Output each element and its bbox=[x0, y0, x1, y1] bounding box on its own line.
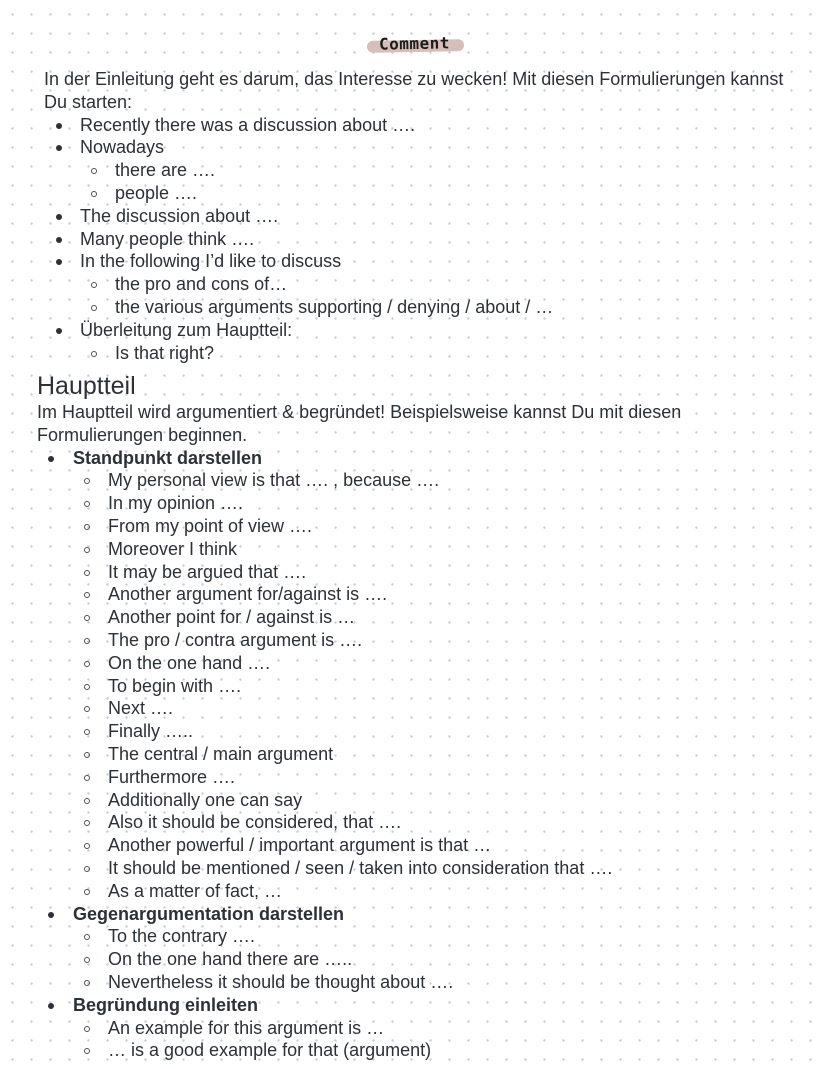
sub-list-item: On the one hand …. bbox=[73, 652, 807, 675]
page-title: Comment bbox=[370, 32, 457, 56]
sub-list bbox=[80, 159, 804, 205]
sub-list-item: Additionally one can say bbox=[73, 789, 807, 812]
sub-list-item: the various arguments supporting / denying / about / … bbox=[80, 296, 804, 319]
title-area bbox=[0, 33, 828, 55]
sub-list-item: Another powerful / important argument is that … bbox=[73, 834, 807, 857]
sub-list-item: people …. bbox=[80, 182, 804, 205]
sub-list-item: Furthermore …. bbox=[73, 766, 807, 789]
list-item bbox=[37, 994, 807, 1062]
sub-list-item: … is a good example for that (argument) bbox=[73, 1039, 807, 1062]
sub-list-item: The pro / contra argument is …. bbox=[73, 629, 807, 652]
sub-list-item: To begin with …. bbox=[73, 675, 807, 698]
sub-list bbox=[73, 1017, 807, 1063]
sub-list bbox=[80, 273, 804, 319]
subsection-title: Gegenargumentation darstellen bbox=[73, 903, 345, 924]
sub-list-item: there are …. bbox=[80, 159, 804, 182]
intro-list bbox=[44, 114, 804, 365]
sub-list-item: Another point for / against is … bbox=[73, 606, 807, 629]
sub-list-item: As a matter of fact, … bbox=[73, 880, 807, 903]
sub-list-item: My personal view is that …. , because …. bbox=[73, 469, 807, 492]
sub-list-item: Finally ….. bbox=[73, 720, 807, 743]
section-heading: Hauptteil bbox=[37, 372, 136, 400]
sub-list-item: Another argument for/against is …. bbox=[73, 583, 807, 606]
sub-list-item: Is that right? bbox=[80, 342, 804, 365]
list-item: Many people think …. bbox=[44, 228, 804, 251]
intro-paragraph: In der Einleitung geht es darum, das Interesse zu wecken! Mit diesen Formulierungen kannst Du starten: bbox=[44, 69, 784, 112]
sub-list-item: An example for this argument is … bbox=[73, 1017, 807, 1040]
list-item bbox=[37, 447, 807, 903]
sub-list-item: From my point of view …. bbox=[73, 515, 807, 538]
main-section bbox=[37, 372, 807, 1062]
intro-section bbox=[44, 68, 804, 364]
list-item: Recently there was a discussion about …. bbox=[44, 114, 804, 137]
subsection-title: Standpunkt darstellen bbox=[73, 447, 263, 468]
sub-list-item: the pro and cons of… bbox=[80, 273, 804, 296]
sub-list bbox=[80, 342, 804, 365]
sub-list-item: Moreover I think bbox=[73, 538, 807, 561]
sub-list-item: To the contrary …. bbox=[73, 925, 807, 948]
list-item: Überleitung zum Hauptteil: Is that right? bbox=[44, 319, 804, 365]
sub-list-item: The central / main argument bbox=[73, 743, 807, 766]
sub-list-item: Also it should be considered, that …. bbox=[73, 811, 807, 834]
sub-list-item: In my opinion …. bbox=[73, 492, 807, 515]
list-item: The discussion about …. bbox=[44, 205, 804, 228]
list-item: In the following I’d like to discuss the pro and cons of… the various arguments supporting / denying / about / … bbox=[44, 250, 804, 318]
sub-list bbox=[73, 469, 807, 902]
list-item: Nowadays there are …. people …. bbox=[44, 136, 804, 204]
list-item bbox=[37, 903, 807, 994]
sub-list-item: Next …. bbox=[73, 697, 807, 720]
main-paragraph: Im Hauptteil wird argumentiert & begründet! Beispielsweise kannst Du mit diesen Formulierungen beginnen. bbox=[37, 402, 682, 445]
main-list bbox=[37, 447, 807, 1063]
subsection-title: Begründung einleiten bbox=[73, 994, 259, 1015]
sub-list-item: On the one hand there are ….. bbox=[73, 948, 807, 971]
sub-list-item: Nevertheless it should be thought about …. bbox=[73, 971, 807, 994]
sub-list-item: It may be argued that …. bbox=[73, 561, 807, 584]
sub-list-item: It should be mentioned / seen / taken into consideration that …. bbox=[73, 857, 807, 880]
sub-list bbox=[73, 925, 807, 993]
